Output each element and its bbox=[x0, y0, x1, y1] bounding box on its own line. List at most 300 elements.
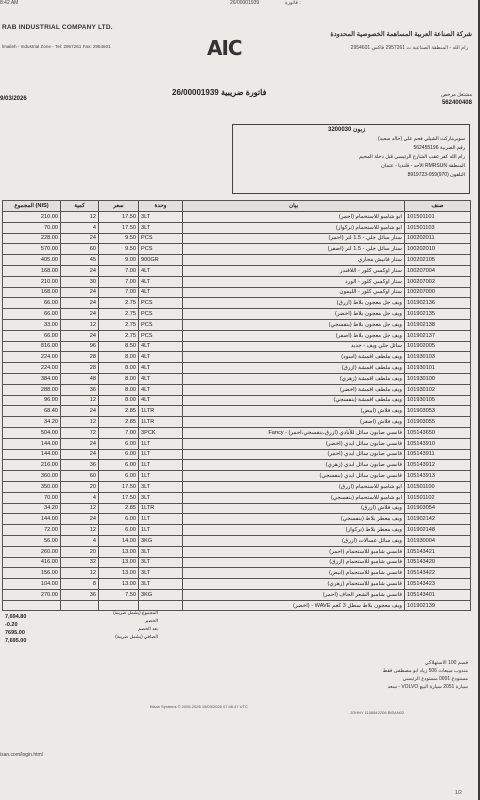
cell-total: 210.00 bbox=[3, 276, 61, 287]
cell-qty: 24 bbox=[61, 330, 99, 341]
cell-unit: 4LT bbox=[139, 352, 183, 363]
cell-total: 570.00 bbox=[3, 244, 61, 255]
cell-price: 2.75 bbox=[99, 298, 139, 309]
cell-qty: 12 bbox=[61, 395, 99, 406]
cell-description: ويف جل معجون بلاط (اخضر) bbox=[183, 309, 405, 320]
cell-description: ابو شامبو للاستحمام (تركواز) bbox=[183, 222, 405, 233]
cell-qty: 12 bbox=[61, 568, 99, 579]
cell-qty: 30 bbox=[61, 276, 99, 287]
cell-total: 224.00 bbox=[3, 363, 61, 374]
cell-qty: 4 bbox=[61, 535, 99, 546]
table-row bbox=[3, 352, 471, 363]
table-row bbox=[3, 438, 471, 449]
cell-qty: 96 bbox=[61, 341, 99, 352]
cell-total: 144.00 bbox=[3, 449, 61, 460]
cell-price: 8.50 bbox=[99, 341, 139, 352]
cell-unit: 1LT bbox=[139, 525, 183, 536]
cell-qty: 36 bbox=[61, 384, 99, 395]
cell-total: 224.00 bbox=[3, 352, 61, 363]
cell-price: 6.00 bbox=[99, 525, 139, 536]
cell-qty: 12 bbox=[61, 525, 99, 536]
cell-price: 9.50 bbox=[99, 244, 139, 255]
cell-total: 56.00 bbox=[3, 535, 61, 546]
cell-total: 288.00 bbox=[3, 384, 61, 395]
table-row bbox=[3, 514, 471, 525]
after-discount-value: 7695.00 bbox=[5, 630, 25, 636]
cell-qty: 24 bbox=[61, 309, 99, 320]
cell-description: سائل جلي ويف - جديد bbox=[183, 341, 405, 352]
cell-price: 17.50 bbox=[99, 492, 139, 503]
table-row bbox=[3, 309, 471, 320]
cell-total: 66.00 bbox=[3, 330, 61, 341]
cell-code: 101903055 bbox=[405, 417, 471, 428]
cell-code: 101903053 bbox=[405, 406, 471, 417]
cell-price: 17.50 bbox=[99, 481, 139, 492]
table-row bbox=[3, 525, 471, 536]
col-unit-header: وحدة bbox=[139, 201, 183, 212]
cell-unit: 1LTR bbox=[139, 503, 183, 514]
cell-price: 2.75 bbox=[99, 330, 139, 341]
customer-tax: رقم الضريبة 562455196 bbox=[413, 145, 465, 151]
cell-description: ويف جل معجون بلاط (بنفسجي) bbox=[183, 319, 405, 330]
cell-description: فانسي صابون سائل ايدي (احمر) bbox=[183, 449, 405, 460]
invoice-date: 9/03/2026 bbox=[0, 96, 27, 102]
status-invoice-number: 26/00001939 bbox=[230, 0, 260, 6]
cell-price: 13.00 bbox=[99, 579, 139, 590]
cell-total: 216.00 bbox=[3, 460, 61, 471]
cell-description: ويف فلاش (ابيض) bbox=[183, 406, 405, 417]
cell-code: 101902135 bbox=[405, 309, 471, 320]
cell-qty: 60 bbox=[61, 471, 99, 482]
table-row bbox=[3, 460, 471, 471]
after-discount-label: بعد الخصم bbox=[138, 626, 158, 631]
table-row bbox=[3, 600, 471, 611]
cell-price: 14.00 bbox=[99, 535, 139, 546]
table-row bbox=[3, 568, 471, 579]
cell-description: ستار سائل جلي - 1.5 لتر (اصفر) bbox=[183, 244, 405, 255]
cell-total: 504.00 bbox=[3, 427, 61, 438]
cell-unit: 1LT bbox=[139, 514, 183, 525]
cell-total: 350.00 bbox=[3, 481, 61, 492]
cell-description: ستار اوكسي كلور - الليمون bbox=[183, 287, 405, 298]
cell-qty: 24 bbox=[61, 287, 99, 298]
net-label: الصافي (يشمل ضريبة) bbox=[115, 634, 158, 639]
cell-description: فانسي صابون سائل للأيادي (ازرق،بنفسجي،احمر) - Fancy bbox=[183, 427, 405, 438]
table-row bbox=[3, 471, 471, 482]
cell-code: 101902142 bbox=[405, 514, 471, 525]
company-address-ar: رام الله - المنطقة الصناعية ت 2957261 فاكس 2954601 bbox=[350, 45, 468, 51]
cell-price: 6.00 bbox=[99, 438, 139, 449]
net-value: 7,695.00 bbox=[5, 638, 27, 644]
cell-code: 105143913 bbox=[405, 471, 471, 482]
cell-description: فانسي شامبو للاستحمام (ازرق) bbox=[183, 557, 405, 568]
cell-qty: 12 bbox=[61, 503, 99, 514]
cell-unit: PCS bbox=[139, 233, 183, 244]
cell-unit: 3LT bbox=[139, 546, 183, 557]
cell-code: 101501103 bbox=[405, 222, 471, 233]
cell-code: 100207002 bbox=[405, 276, 471, 287]
cell-price: 7.00 bbox=[99, 287, 139, 298]
cell-code: 100207000 bbox=[405, 287, 471, 298]
totals-block bbox=[2, 610, 158, 645]
footer-line: مستودع 0001 مستودع الرئيسي bbox=[402, 676, 468, 682]
cell-description: فانسي صابون سائل ايدي (بنفسجي) bbox=[183, 471, 405, 482]
cell-price: 2.85 bbox=[99, 503, 139, 514]
table-row bbox=[3, 222, 471, 233]
cell-qty: 48 bbox=[61, 373, 99, 384]
cell-total: 104.00 bbox=[3, 579, 61, 590]
table-row bbox=[3, 276, 471, 287]
cell-unit: 3LT bbox=[139, 222, 183, 233]
invoice-title: 26/00001939 فاتورة ضريبية bbox=[172, 88, 267, 97]
cell-unit: 4LT bbox=[139, 384, 183, 395]
cell-unit: 1LT bbox=[139, 471, 183, 482]
cell-code: 105143423 bbox=[405, 579, 471, 590]
table-row bbox=[3, 589, 471, 600]
table-header-row bbox=[3, 201, 471, 212]
cell-code: 101902005 bbox=[405, 341, 471, 352]
cell-price: 8.00 bbox=[99, 384, 139, 395]
cell-description: ويف معطر بلاط (تركواز) bbox=[183, 525, 405, 536]
table-row bbox=[3, 395, 471, 406]
cell-qty: 28 bbox=[61, 363, 99, 374]
cell-qty: 4 bbox=[61, 222, 99, 233]
table-row bbox=[3, 546, 471, 557]
col-price-header: سعر bbox=[99, 201, 139, 212]
cell-unit: 1LT bbox=[139, 460, 183, 471]
cell-price: 6.00 bbox=[99, 460, 139, 471]
table-row bbox=[3, 449, 471, 460]
cell-description: ويف جل معجون بلاط (اصفر) bbox=[183, 330, 405, 341]
discount-value: -0.20 bbox=[5, 622, 18, 628]
cell-description: ستار فانيش مجاري bbox=[183, 255, 405, 266]
cell-total: 260.00 bbox=[3, 546, 61, 557]
cell-total: 210.00 bbox=[3, 212, 61, 223]
cell-description: ابو شامبو للاستحمام (احمر) bbox=[183, 212, 405, 223]
page-number: 1/2 bbox=[455, 790, 462, 796]
cell-price: 8.00 bbox=[99, 363, 139, 374]
cell-unit: 3LT bbox=[139, 579, 183, 590]
table-row bbox=[3, 557, 471, 568]
cell-unit: PCS bbox=[139, 319, 183, 330]
col-desc-header: بيان bbox=[183, 201, 405, 212]
cell-price: 2.85 bbox=[99, 406, 139, 417]
cell-total: 34.20 bbox=[3, 503, 61, 514]
cell-code: 100202010 bbox=[405, 244, 471, 255]
cell-qty: 12 bbox=[61, 212, 99, 223]
cell-unit: 3LT bbox=[139, 557, 183, 568]
table-row bbox=[3, 384, 471, 395]
cell-code: 105143401 bbox=[405, 589, 471, 600]
cell-qty: 24 bbox=[61, 438, 99, 449]
cell-price: 9.50 bbox=[99, 233, 139, 244]
items-table bbox=[2, 200, 471, 611]
status-time: 8:42 AM bbox=[0, 0, 19, 6]
footer-line: سيارة 2051 سيارة البيع VOLVO - سعد bbox=[387, 684, 468, 690]
cell-qty: 28 bbox=[61, 352, 99, 363]
cell-price: 2.75 bbox=[99, 309, 139, 320]
discount-label: الخصم bbox=[145, 618, 158, 623]
cell-total: 168.00 bbox=[3, 265, 61, 276]
cell-total: 360.00 bbox=[3, 471, 61, 482]
table-row bbox=[3, 481, 471, 492]
cell-qty: 24 bbox=[61, 265, 99, 276]
cell-qty: 8 bbox=[61, 579, 99, 590]
cell-price: 9.00 bbox=[99, 255, 139, 266]
cell-qty: 12 bbox=[61, 417, 99, 428]
cell-code: 100202105 bbox=[405, 255, 471, 266]
cell-description: ويف معطر بلاط (بنفسجي) bbox=[183, 514, 405, 525]
table-row bbox=[3, 492, 471, 503]
cell-price: 13.00 bbox=[99, 568, 139, 579]
cell-code: 101930102 bbox=[405, 384, 471, 395]
cell-qty: 45 bbox=[61, 255, 99, 266]
cell-total: 66.00 bbox=[3, 309, 61, 320]
cell-description: ابو شامبو للاستحمام (بنفسجي) bbox=[183, 492, 405, 503]
cell-total: 33.00 bbox=[3, 319, 61, 330]
cell-description: ستار اوكسي كلور - اللافندر bbox=[183, 265, 405, 276]
cell-unit: PCS bbox=[139, 244, 183, 255]
cell-price: 8.00 bbox=[99, 373, 139, 384]
cell-code: 105143422 bbox=[405, 568, 471, 579]
cell-price: 13.00 bbox=[99, 546, 139, 557]
customer-box bbox=[232, 124, 470, 194]
cell-unit: 3KG bbox=[139, 589, 183, 600]
cell-price: 13.00 bbox=[99, 557, 139, 568]
footer-line: مندوب مبيعات 506 زياد ابو مصطفى فقط bbox=[382, 668, 468, 674]
col-qty-header: كمية bbox=[61, 201, 99, 212]
cell-price: 2.85 bbox=[99, 417, 139, 428]
table-row bbox=[3, 265, 471, 276]
cell-code: 105143420 bbox=[405, 557, 471, 568]
net-row bbox=[2, 634, 158, 645]
cell-price: 17.50 bbox=[99, 222, 139, 233]
cell-qty: 36 bbox=[61, 460, 99, 471]
company-logo: AIC bbox=[207, 36, 242, 60]
table-row bbox=[3, 319, 471, 330]
cell-unit: 3LT bbox=[139, 492, 183, 503]
cell-price: 6.00 bbox=[99, 514, 139, 525]
cell-unit: 1LT bbox=[139, 438, 183, 449]
cell-code: 101501101 bbox=[405, 212, 471, 223]
discount-row bbox=[2, 618, 158, 629]
col-total-header: المجموع (NIS) bbox=[3, 201, 61, 212]
customer-address: رام الله كفر عقب الشارع الرئيسي قبل دخلة المخيم bbox=[358, 154, 465, 160]
cell-description: ويف فلاش (ازرق) bbox=[183, 503, 405, 514]
cell-total: 384.00 bbox=[3, 373, 61, 384]
cell-unit: PCS bbox=[139, 298, 183, 309]
cell-qty: 72 bbox=[61, 427, 99, 438]
cell-code: 101501102 bbox=[405, 492, 471, 503]
cell-code: 105143421 bbox=[405, 546, 471, 557]
cell-unit: PCS bbox=[139, 330, 183, 341]
cell-code: 100202011 bbox=[405, 233, 471, 244]
cell-qty bbox=[61, 600, 99, 611]
cell-unit: 4LT bbox=[139, 373, 183, 384]
cell-unit: PCS bbox=[139, 309, 183, 320]
cell-total: 96.00 bbox=[3, 395, 61, 406]
cell-unit: 3KG bbox=[139, 535, 183, 546]
cell-qty: 4 bbox=[61, 492, 99, 503]
cell-code: 101903054 bbox=[405, 503, 471, 514]
table-row bbox=[3, 233, 471, 244]
cell-total bbox=[3, 600, 61, 611]
cell-unit: 4LT bbox=[139, 276, 183, 287]
table-row bbox=[3, 503, 471, 514]
footer-line: قسم 100 الاستهلاكي bbox=[424, 660, 468, 666]
cell-unit: 3LT bbox=[139, 212, 183, 223]
cell-unit: 1LT bbox=[139, 449, 183, 460]
cell-qty: 20 bbox=[61, 546, 99, 557]
table-row bbox=[3, 212, 471, 223]
cell-code: 105143910 bbox=[405, 438, 471, 449]
company-address-en: lmaileh - Industrial Zone - Tel: 2957261 Fax: 2954601 bbox=[2, 44, 111, 49]
table-row bbox=[3, 417, 471, 428]
table-row bbox=[3, 373, 471, 384]
cell-description: ستار اوكسي كلور - الورد bbox=[183, 276, 405, 287]
cell-code: 101902139 bbox=[405, 600, 471, 611]
cell-qty: 20 bbox=[61, 481, 99, 492]
cell-price: 8.00 bbox=[99, 352, 139, 363]
cell-code: 101930100 bbox=[405, 373, 471, 384]
cell-total: 270.00 bbox=[3, 589, 61, 600]
cell-total: 34.20 bbox=[3, 417, 61, 428]
cell-description: فانسي شامبو للاستحمام (زهري) bbox=[183, 579, 405, 590]
cell-price: 8.00 bbox=[99, 395, 139, 406]
cell-code: 101930105 bbox=[405, 395, 471, 406]
merchant-id: 562400408 bbox=[441, 100, 472, 106]
cell-unit: 1LTR bbox=[139, 417, 183, 428]
cell-code: 101902148 bbox=[405, 525, 471, 536]
cell-price: 6.00 bbox=[99, 471, 139, 482]
table-row bbox=[3, 298, 471, 309]
table-row bbox=[3, 427, 471, 438]
cell-price: 6.00 bbox=[99, 449, 139, 460]
cell-description: ويف ملطف اقمشة (ازرق) bbox=[183, 363, 405, 374]
table-row bbox=[3, 255, 471, 266]
cell-qty: 24 bbox=[61, 233, 99, 244]
company-name-ar: شركة الصناعة العربية المساهمة الخصوصية المحدودة bbox=[330, 31, 472, 38]
cell-code: 100207004 bbox=[405, 265, 471, 276]
cell-price: 2.75 bbox=[99, 319, 139, 330]
cell-total: 70.00 bbox=[3, 492, 61, 503]
cell-total: 405.00 bbox=[3, 255, 61, 266]
cell-description: ابو شامبو للاستحمام (ازرق) bbox=[183, 481, 405, 492]
cell-description: ويف معجون بلاط سطل 3 كغم WAVE - (اخضر) bbox=[183, 600, 405, 611]
cell-unit: 900GR bbox=[139, 255, 183, 266]
customer-code: 3200030 زبون bbox=[328, 127, 366, 133]
cell-description: ستار سائل جلي - 1.5 لتر (احمر) bbox=[183, 233, 405, 244]
cell-qty: 24 bbox=[61, 514, 99, 525]
merchant-label: مشتغل مرخص bbox=[441, 92, 472, 98]
cell-qty: 24 bbox=[61, 406, 99, 417]
cell-description: فانسي صابون سائل ايدي (زهري) bbox=[183, 460, 405, 471]
cell-unit: 3PCK bbox=[139, 427, 183, 438]
cell-qty: 60 bbox=[61, 244, 99, 255]
cell-unit: 3LT bbox=[139, 481, 183, 492]
cell-code: 101902138 bbox=[405, 319, 471, 330]
cell-code: 101501100 bbox=[405, 481, 471, 492]
cell-total: 228.00 bbox=[3, 233, 61, 244]
cell-description: ويف جل معجون بلاط (ازرق) bbox=[183, 298, 405, 309]
table-row bbox=[3, 406, 471, 417]
col-code-header: صنف bbox=[405, 201, 471, 212]
cell-total: 70.00 bbox=[3, 222, 61, 233]
cell-total: 144.00 bbox=[3, 438, 61, 449]
cell-total: 66.00 bbox=[3, 298, 61, 309]
cell-description: فانسي شامبو للاستحمام (ابيض) bbox=[183, 568, 405, 579]
table-row bbox=[3, 363, 471, 374]
cell-unit: 1LTR bbox=[139, 406, 183, 417]
cell-total: 816.00 bbox=[3, 341, 61, 352]
cell-total: 72.00 bbox=[3, 525, 61, 536]
cell-code: 105143912 bbox=[405, 460, 471, 471]
table-row bbox=[3, 244, 471, 255]
table-row bbox=[3, 341, 471, 352]
cell-description: ويف ملطف اقمشة (بنفسجي) bbox=[183, 395, 405, 406]
cell-unit: 3LT bbox=[139, 568, 183, 579]
cell-description: فانسي شامبو الشعر الجاف (احمر) bbox=[183, 589, 405, 600]
cell-code: 105143650 bbox=[405, 427, 471, 438]
cell-code: 101930004 bbox=[405, 535, 471, 546]
cell-description: فانسي شامبو للاستحمام (احمر) bbox=[183, 546, 405, 557]
cell-total: 168.00 bbox=[3, 287, 61, 298]
footer-info bbox=[383, 660, 468, 692]
table-row bbox=[3, 535, 471, 546]
cell-code: 101930101 bbox=[405, 363, 471, 374]
cell-code: 105143911 bbox=[405, 449, 471, 460]
cell-description: ويف فلاش (اصفر) bbox=[183, 417, 405, 428]
customer-area: المنطقة RMRSUN الأحد - قلنديا - عثمان bbox=[381, 163, 465, 169]
cell-code: 101930103 bbox=[405, 352, 471, 363]
subtotal-label: المجموع (يشمل ضريبة) bbox=[113, 610, 158, 615]
cell-total: 144.00 bbox=[3, 514, 61, 525]
cell-total: 68.40 bbox=[3, 406, 61, 417]
cell-total: 156.00 bbox=[3, 568, 61, 579]
cell-qty: 24 bbox=[61, 449, 99, 460]
cell-unit: 4LT bbox=[139, 341, 183, 352]
cell-description: ويف سائل غسالات (ازرق) bbox=[183, 535, 405, 546]
subtotal-row bbox=[2, 610, 158, 621]
cell-unit: 4LT bbox=[139, 395, 183, 406]
cell-price: 17.50 bbox=[99, 212, 139, 223]
system-stamp: Bisan Systems © 2005-2026 19/03/2026 07:46:47 UTC bbox=[150, 704, 248, 709]
cell-code: 101902136 bbox=[405, 298, 471, 309]
cell-code: 101902137 bbox=[405, 330, 471, 341]
table-row bbox=[3, 579, 471, 590]
customer-phone: التلفون (970)059-8919723 bbox=[407, 172, 465, 178]
cell-description: ويف ملطف اقمشة (اسود) bbox=[183, 352, 405, 363]
cell-price: 7.00 bbox=[99, 427, 139, 438]
cell-price: 7.50 bbox=[99, 589, 139, 600]
customer-name: سوبرماركت الشيلي فحم علي (خالد سعيد) bbox=[377, 136, 465, 142]
subtotal-value: 7,694.80 bbox=[5, 614, 27, 620]
cell-price: 7.00 bbox=[99, 276, 139, 287]
table-row bbox=[3, 287, 471, 298]
printer-id: JOHNY 1108842206 BISAN02 bbox=[350, 710, 405, 715]
cell-unit: 4LT bbox=[139, 363, 183, 374]
cell-qty: 24 bbox=[61, 298, 99, 309]
table-row bbox=[3, 330, 471, 341]
status-invoice-label: فاتورة : bbox=[285, 0, 301, 6]
cell-total: 416.00 bbox=[3, 557, 61, 568]
cell-qty: 36 bbox=[61, 589, 99, 600]
cell-unit: 4LT bbox=[139, 265, 183, 276]
page-url: isan.com/login.html bbox=[0, 752, 43, 758]
cell-description: فانسي صابون سائل ايدي (اخضر) bbox=[183, 438, 405, 449]
cell-description: ويف ملطف اقمشة (اخضر) bbox=[183, 384, 405, 395]
cell-qty: 12 bbox=[61, 319, 99, 330]
